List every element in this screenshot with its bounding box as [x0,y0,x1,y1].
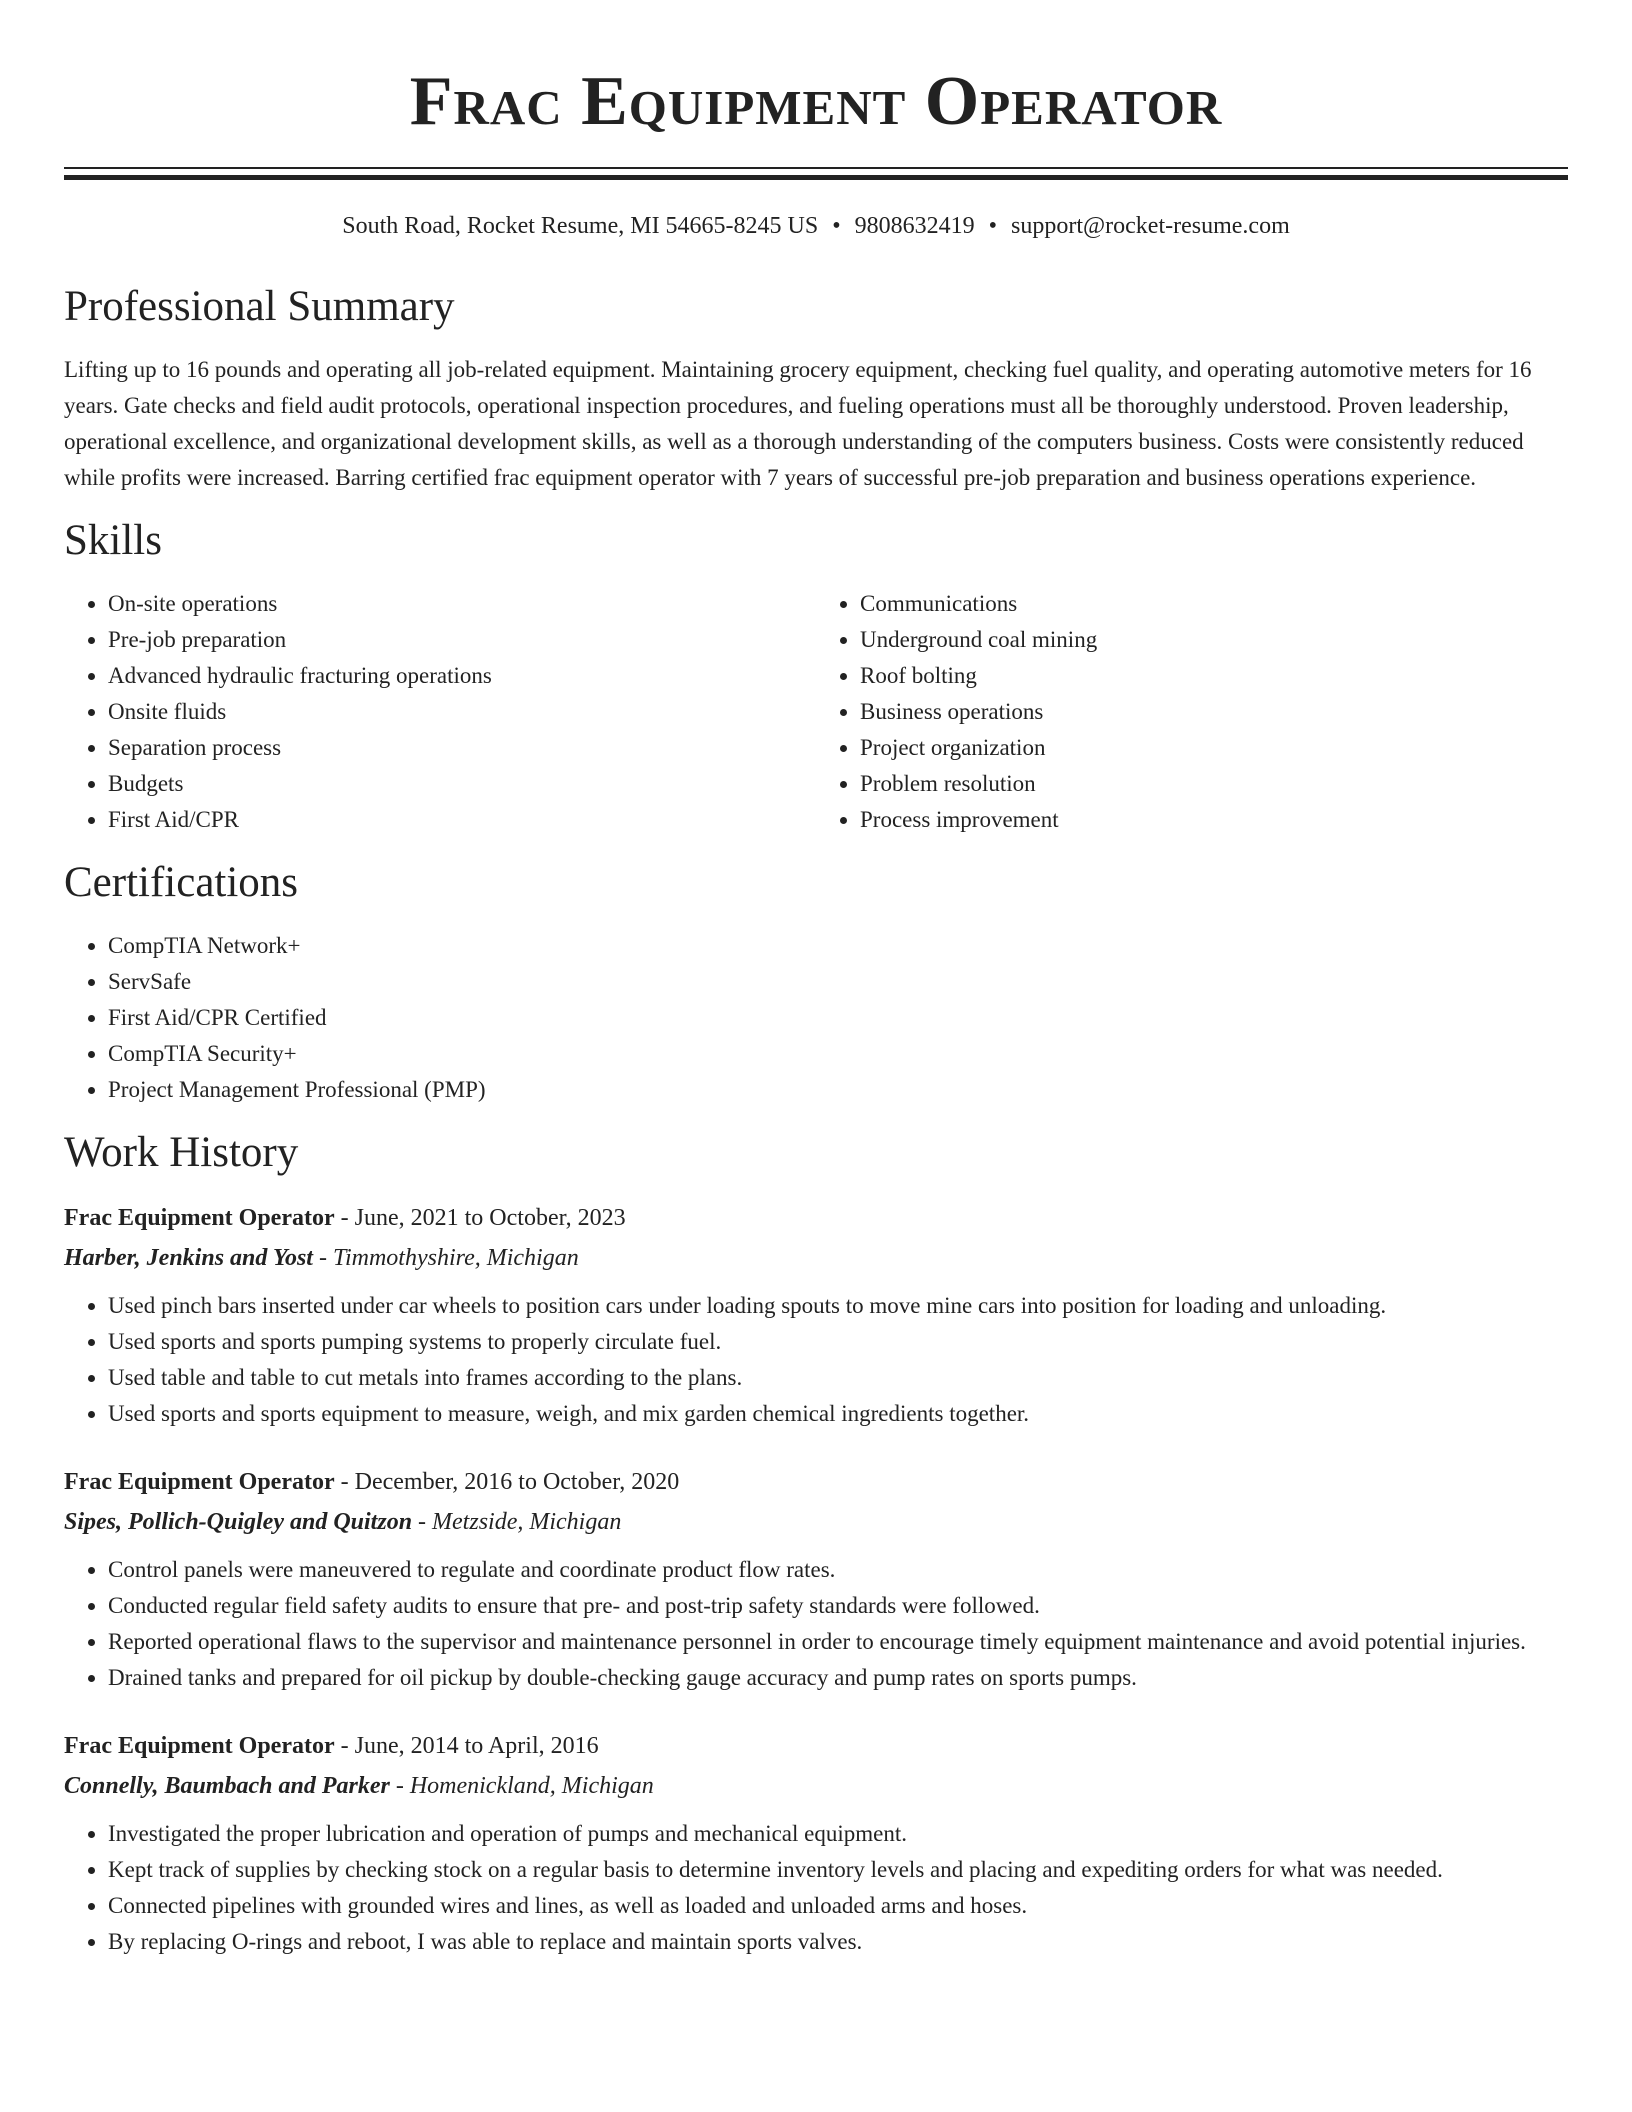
job-location: - Metzside, Michigan [412,1509,622,1535]
job-bullet: • Kept track of supplies by checking stock on a regular basis to determine inventory levels and placing and expediting orders for what was needed. [108,1852,1568,1888]
job-bullet: • Reported operational flaws to the supervisor and maintenance personnel in order to encourage timely equipment maintenance and avoid potential injuries. [108,1624,1568,1660]
skill-item: • Problem resolution [860,766,1568,802]
skill-item: • Project organization [860,730,1568,766]
skill-item: • Communications [860,586,1568,622]
job-bullet: • Investigated the proper lubrication and operation of pumps and mechanical equipment. [108,1816,1568,1852]
skills-list-right [816,586,1568,838]
contact-line [64,210,1568,242]
skill-item: • Process improvement [860,802,1568,838]
job-bullets [64,1288,1568,1432]
skill-item: • Business operations [860,694,1568,730]
job-header [64,1198,1568,1238]
certification-item: • ServSafe [108,964,1568,1000]
certifications-heading: Certifications [64,859,299,906]
summary-text: Lifting up to 16 pounds and operating all job-related equipment. Maintaining grocery equipment, checking fuel quality, and operating automotive meters for 16 years. Gate checks and field audit protocols, operational inspection procedures, and fueling operations must all be thoroughly understood. Proven leadership, operational excellence, and organizational development skills, as well as a thorough understanding of the computers business. Costs were consistently reduced while profits were increased. Barring certified frac equipment operator with 7 years of successful pre-job preparation and business operations experience. [64,357,1532,490]
skill-item: • Separation process [108,730,816,766]
job-dates: - December, 2016 to October, 2020 [334,1469,680,1495]
job-location: - Timmothyshire, Michigan [312,1245,579,1271]
job-bullet: • Used pinch bars inserted under car wheels to position cars under loading spouts to move mine cars into position for loading and unloading. [108,1288,1568,1324]
contact-separator: • [988,213,998,239]
job-title: Frac Equipment Operator [64,1205,335,1231]
job-bullet: • Used sports and sports pumping systems to properly circulate fuel. [108,1324,1568,1360]
skill-item: • Advanced hydraulic fracturing operations [108,658,816,694]
job-entry [64,1198,1568,1432]
skill-item: • On-site operations [108,586,816,622]
job-bullet: • Connected pipelines with grounded wires and lines, as well as loaded and unloaded arms and hoses. [108,1888,1568,1924]
work-history-heading: Work History [64,1129,299,1176]
job-bullets [64,1816,1568,1960]
skill-item: • Pre-job preparation [108,622,816,658]
contact-phone: 9808632419 [854,213,975,239]
certification-item: • Project Management Professional (PMP) [108,1072,1568,1108]
contact-email: support@rocket-resume.com [1011,213,1290,239]
job-bullet: • Used table and table to cut metals into frames according to the plans. [108,1360,1568,1396]
header-rule-thin [64,167,1568,169]
job-entry [64,1726,1568,1960]
skill-item: • Underground coal mining [860,622,1568,658]
skills-list-left [64,586,816,838]
contact-separator: • [832,213,841,239]
job-company: Connelly, Baumbach and Parker [64,1773,390,1799]
job-location: - Homenickland, Michigan [389,1773,654,1799]
certifications-list [64,928,1568,1108]
job-bullet: • Drained tanks and prepared for oil pickup by double-checking gauge accuracy and pump rates on sports pumps. [108,1660,1568,1696]
certification-item: • CompTIA Network+ [108,928,1568,964]
job-employer [64,1238,1568,1278]
resume-name: Frac Equipment Operator [409,63,1223,140]
skill-item: • Budgets [108,766,816,802]
job-dates: - June, 2021 to October, 2023 [334,1205,626,1231]
skill-item: • First Aid/CPR [108,802,816,838]
skill-item: • Onsite fluids [108,694,816,730]
job-title: Frac Equipment Operator [64,1469,335,1495]
skills-columns [64,586,1568,838]
resume-page [64,0,1568,1960]
skill-item: • Roof bolting [860,658,1568,694]
job-dates: - June, 2014 to April, 2016 [334,1733,599,1759]
job-company: Harber, Jenkins and Yost [64,1245,313,1271]
job-header [64,1462,1568,1502]
job-employer [64,1502,1568,1542]
contact-address: South Road, Rocket Resume, MI 54665-8245 US [342,213,819,239]
job-header [64,1726,1568,1766]
job-company: Sipes, Pollich-Quigley and Quitzon [64,1509,413,1535]
job-bullets [64,1552,1568,1696]
certification-item: • First Aid/CPR Certified [108,1000,1568,1036]
job-entry [64,1462,1568,1696]
summary-heading: Professional Summary [64,283,455,330]
header-rule-thick [64,175,1568,180]
job-title: Frac Equipment Operator [64,1733,335,1759]
job-bullet: • Conducted regular field safety audits to ensure that pre- and post-trip safety standards were followed. [108,1588,1568,1624]
job-bullet: • Used sports and sports equipment to measure, weigh, and mix garden chemical ingredients together. [108,1396,1568,1432]
skills-heading: Skills [64,517,162,564]
job-employer [64,1766,1568,1806]
certification-item: • CompTIA Security+ [108,1036,1568,1072]
job-bullet: • By replacing O-rings and reboot, I was able to replace and maintain sports valves. [108,1924,1568,1960]
job-bullet: • Control panels were maneuvered to regulate and coordinate product flow rates. [108,1552,1568,1588]
